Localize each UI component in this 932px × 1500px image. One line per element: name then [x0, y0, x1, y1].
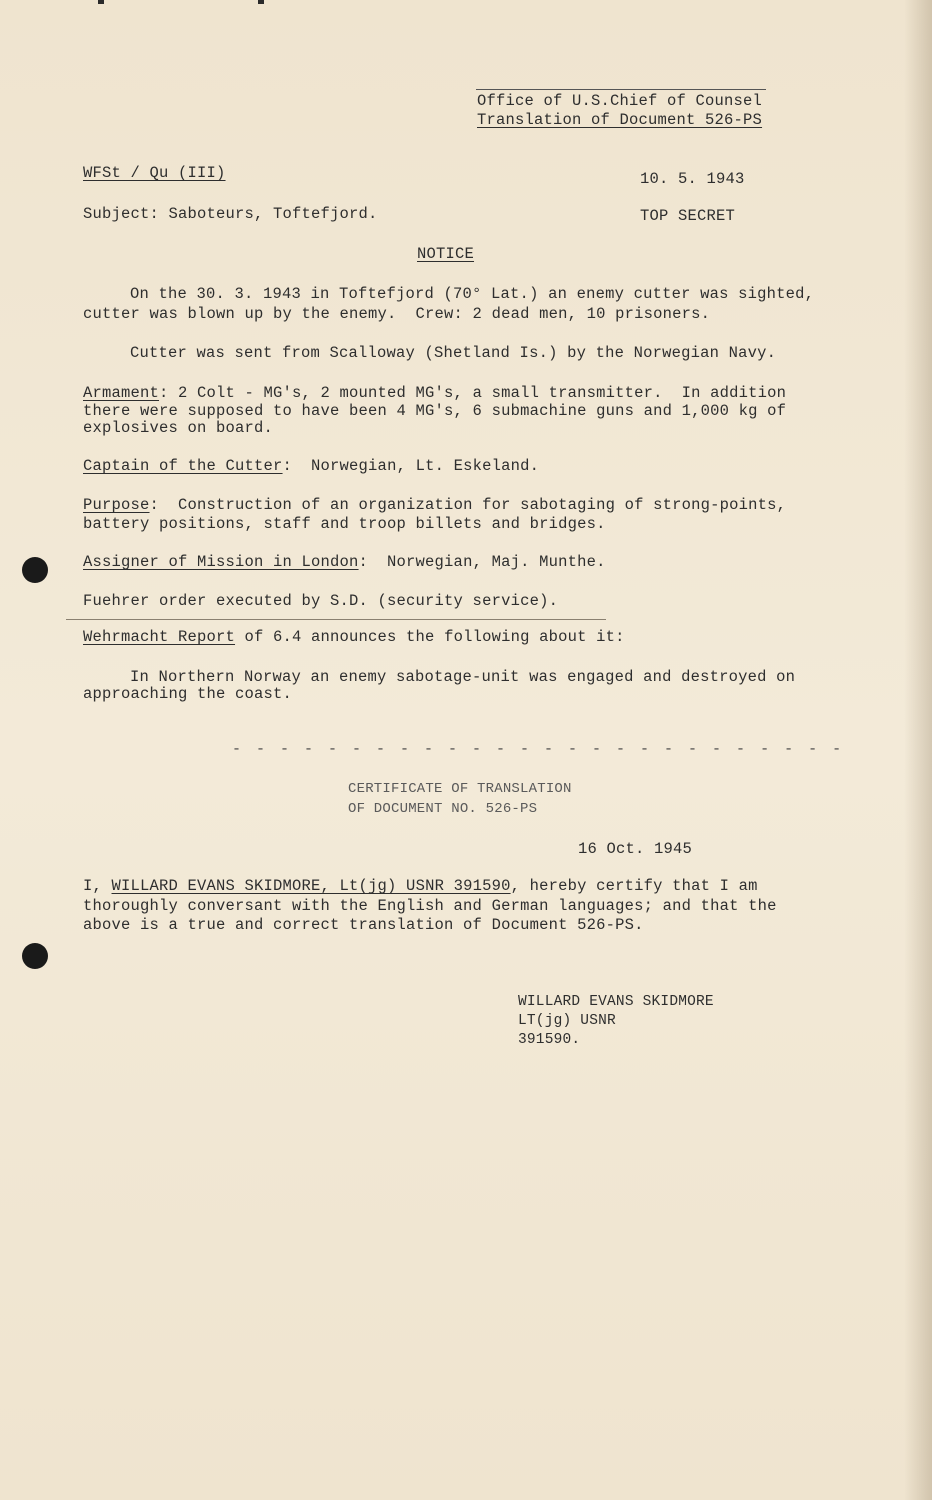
document-date: 10. 5. 1943 [640, 170, 745, 188]
signature-name: WILLARD EVANS SKIDMORE [518, 994, 714, 1010]
report-line2: approaching the coast. [83, 685, 293, 703]
signature-number: 391590. [518, 1032, 581, 1048]
wehrmacht-label: Wehrmacht Report [83, 628, 236, 646]
purpose-line2: battery positions, staff and troop billets and bridges. [83, 515, 606, 533]
purpose-text: : Construction of an organization for sabotaging of strong-points, [149, 496, 787, 514]
fuehrer-order: Fuehrer order executed by S.D. (security service). [83, 592, 559, 610]
report-line1: In Northern Norway an enemy sabotage-unit was engaged and destroyed on [130, 668, 796, 686]
fold-line [66, 619, 606, 620]
armament-line2: there were supposed to have been 4 MG's, 6 submachine guns and 1,000 kg of [83, 402, 787, 420]
header-rule [476, 89, 766, 90]
captain-value: : Norwegian, Lt. Eskeland. [282, 457, 540, 475]
notice-title: NOTICE [417, 245, 475, 263]
assigner-line [83, 553, 606, 571]
dashed-separator: - - - - - - - - - - - - - - - - - - - - - - - - - - [232, 741, 845, 758]
captain-line [83, 457, 539, 475]
para1-line2: cutter was blown up by the enemy. Crew: 2 dead men, 10 prisoners. [83, 305, 711, 323]
certificate-title-line1: CERTIFICATE OF TRANSLATION [348, 781, 572, 797]
signature-rank: LT(jg) USNR [518, 1013, 616, 1029]
certificate-prefix: I, [83, 877, 112, 895]
translator-name: WILLARD EVANS SKIDMORE, Lt(jg) USNR 391590 [111, 877, 511, 895]
reference-code: WFSt / Qu (III) [83, 164, 226, 182]
captain-label: Captain of the Cutter [83, 457, 283, 475]
certificate-text-line3: above is a true and correct translation of Document 526-PS. [83, 916, 644, 934]
para2: Cutter was sent from Scalloway (Shetland Is.) by the Norwegian Navy. [130, 344, 777, 362]
purpose-label: Purpose [83, 496, 150, 514]
punch-hole-top [22, 557, 48, 583]
armament-line1 [83, 384, 786, 402]
assigner-value: : Norwegian, Maj. Munthe. [358, 553, 606, 571]
assigner-label: Assigner of Mission in London [83, 553, 359, 571]
certificate-title-line2: OF DOCUMENT NO. 526-PS [348, 801, 538, 817]
armament-line3: explosives on board. [83, 419, 274, 437]
certificate-date: 16 Oct. 1945 [578, 840, 693, 858]
wehrmacht-line [83, 628, 625, 646]
purpose-line1 [83, 496, 786, 514]
header-translation: Translation of Document 526-PS [477, 111, 763, 129]
top-edge-mark-2 [258, 0, 264, 4]
punch-hole-bottom [22, 943, 48, 969]
certificate-text-line1 [83, 877, 758, 895]
certificate-text-rest: , hereby certify that I am [510, 877, 758, 895]
header-office: Office of U.S.Chief of Counsel [477, 92, 763, 110]
para1-line1: On the 30. 3. 1943 in Toftefjord (70° Lat.) an enemy cutter was sighted, [130, 285, 815, 303]
armament-label: Armament [83, 384, 160, 402]
wehrmacht-value: of 6.4 announces the following about it: [235, 628, 625, 646]
subject-line: Subject: Saboteurs, Toftefjord. [83, 205, 378, 223]
classification: TOP SECRET [640, 207, 736, 225]
top-edge-mark [98, 0, 104, 4]
armament-text: : 2 Colt - MG's, 2 mounted MG's, a small transmitter. In addition [159, 384, 787, 402]
certificate-text-line2: thoroughly conversant with the English and German languages; and that the [83, 897, 777, 915]
